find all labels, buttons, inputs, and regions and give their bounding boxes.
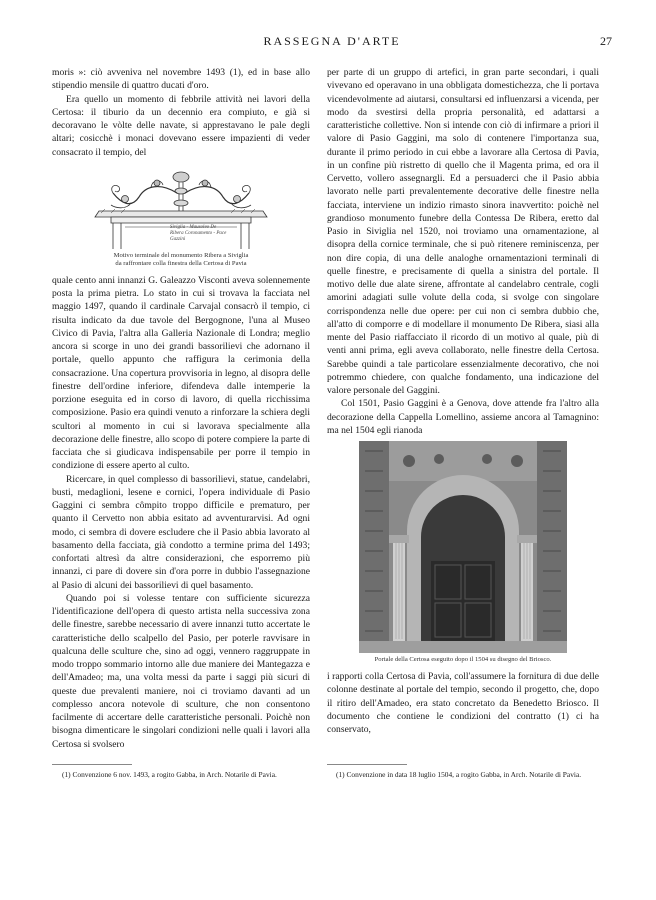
caption-line: Motivo terminale del monumento Ribera a Siviglia	[113, 251, 249, 259]
footnote: (1) Convenzione 6 nov. 1493, a rogito Gabba, in Arch. Notarile di Pavia.	[62, 770, 277, 779]
figure-caption	[52, 252, 310, 268]
footnote: (1) Convenzione in data 18 luglio 1504, a rogito Gabba, in Arch. Notarile di Pavia.	[336, 770, 582, 779]
paragraph: i rapporti colla Certosa di Pavia, coll'assumere la fornitura di due delle colonne destinate al portale del tempio, secondo il progetto, che, dopo il ritiro dell'Amadeo, era stato concretato da Benedetto Briosco. Il documento che contiene le condizioni del contratto (1) ci ha conservato,	[327, 671, 599, 735]
paragraph: Quando poi si volesse tentare con sufficiente sicurezza l'identificazione dell'opera di questo artista nella successiva zona delle finestre, sarebbe necessario di avere innanzi tutto accertate le caratteristiche dello scalpello del Pasio, per poterle ravvisare in qualcuna delle sculture che, sino ad oggi, vennero raggruppate in modo troppo sommario intorno alle due maniere dei Mantegazza e dell'Amadeo; ma, una volta messi da parte i saggi più sicuri di queste due prevalenti maniere, noi ci troviamo davanti ad un complesso ancora notevole di sculture, che non consentono facilmente di accertare delle caratteristiche personali. Poichè non bisogna dimenticare le singolari condizioni nelle quali i lavori alla Certosa si svolsero	[52, 592, 310, 750]
running-head: RASSEGNA D'ARTE	[263, 34, 401, 48]
right-column	[327, 66, 599, 736]
certosa-portal-photo	[359, 441, 567, 653]
figure-certosa-portal	[327, 441, 599, 664]
figure-caption: Portale della Certosa eseguito dopo il 1504 su disegno del Briosco.	[374, 656, 552, 663]
paragraph: Ricercare, in quel complesso di bassorilievi, statue, candelabri, busti, medaglioni, lesene e cornici, l'opera individuale di Pasio Gaggini ci sembra cômpito troppo difficile e prematuro, per quanto il Cervetto non abbia esitato ad avventurarvisi. Ad ogni modo, ci sembra di dovere escludere che il Pasio abbia lavorato al basamento della facciata, già condotto a termine prima del 1493; confortati altresì da altre considerazioni, che esporremo più innanzi, ci pare di dovere sin d'ora porre in dubbio l'assegnazione al Pasio di alcuni dei bassorilievi di quel basamento.	[52, 473, 310, 591]
left-column	[52, 66, 310, 751]
footnote-rule	[327, 764, 407, 765]
caption-line: da raffrontare colla finestra della Certosa di Pavia	[115, 259, 247, 267]
footnote-rule	[52, 764, 132, 765]
page-number: 27	[600, 34, 612, 48]
paragraph: quale cento anni innanzi G. Galeazzo Visconti aveva solennemente posta la prima pietra. Lo stato in cui si trovava la facciata nel maggio 1497, quando il cardinale Carvajal consacrò il tempio, ci risulta indicato da due tavole del Bergognone, l'una al Museo Civico di Pavia, l'altra alla Galleria Nazionale di Londra; meglio ancora si scorge in uno dei grandi bassorilievi che adornano il portale, quello appunto che raffigura la cerimonia della consacrazione. Una copertura provvisoria in legno, al disopra delle finestre dell'ordine inferiore, difendeva dalle intemperie la porzione eseguita ed in corso di lavoro, di quella ricchissima composizione. Pasio era quindi venuto a rinforzare la schiera degli scultori al momento in cui si lavorava specialmente alla decorazione delle finestre, allo scopo di potere compiere la parte di facciata che si giudicava indispensabile per porre il tempio in condizione di essere aperto al culto.	[52, 274, 310, 472]
paragraph: moris »: ciò avveniva nel novembre 1493 (1), ed in base allo stipendio mensile di quattro ducati d'oro.	[52, 67, 310, 92]
page-header	[52, 34, 612, 50]
figure-ribera-monument	[52, 163, 310, 268]
paragraph: Era quello un momento di febbrile attività nei lavori della Certosa: il tiburio da un decennio era compiuto, e già si decoravano le vòlte delle navate, si apprestavano le pale degli altari; cosicchè i monaci dovevano essere impazienti di veder consacrato il tempio, del	[52, 93, 310, 158]
paragraph: Col 1501, Pasio Gaggini è a Genova, dove attende fra l'altro alla decorazione della Cappella Lomellino, assieme ancora al Tamagnino: ma nel 1504 egli rianoda	[327, 398, 599, 436]
paragraph: per parte di un gruppo di artefici, in gran parte secondari, i quali vivevano ed operavano in una obbligata domestichezza, che li portava vicendevolmente ad aiutarsi, consultarsi ed influenzarsi a vicenda, per modo da svestirsi della propria personalità, ed adattarsi a caratteristiche collettive. Non si intende con ciò di infirmare a priori il valore di Pasio Gaggini, ma solo di contenere l'importanza sua, durante il primo periodo in cui ebbe a lavorare alla Certosa di Pavia, in un confine più ristretto di quello che il Magenta prima, ed ora il Cervetto, vollero assegnargli. Ed a persuaderci che il Pasio abbia lavorato nelle parti prevalentemente decorative delle finestre nella facciata, interviene un indizio rimasto sinora inavvertito: poichè nel grandioso monumento funebre della Contessa De Ribera, eretto dal Pasio in Siviglia nel 1520, noi troviamo una ornamentazione, al disopra della cornice terminale, che si può ritenere reminiscenza, per non dire copia, di una delle analoghe ornamentazioni terminali di quelle finestre, e precisamente di quella a sinistra del portale. Il motivo delle due alate sirene, affrontate al candelabro centrale, cogli amorini adagiati sulle volute della coda, si svolge con singolare corrispondenza nelle due opere: per cui non ci sembra dubbio che, all'atto di comporre e di modellare il monumento De Ribera, siasi alla mente del Pasio riaffacciato il ricordo di un motivo al quale, più di venti anni prima, egli aveva collaborato, nelle finestre della Certosa. Sarebbe quindi a tale particolare essenzialmente decorativo, che noi potremmo chiedere, con qualche fondamento, una indicazione del valore personale del Gaggini.	[327, 67, 599, 396]
sketch-inscription: Siviglia - Mausoleo De Ribera Coronamento - Pace Gazzini	[170, 224, 227, 242]
